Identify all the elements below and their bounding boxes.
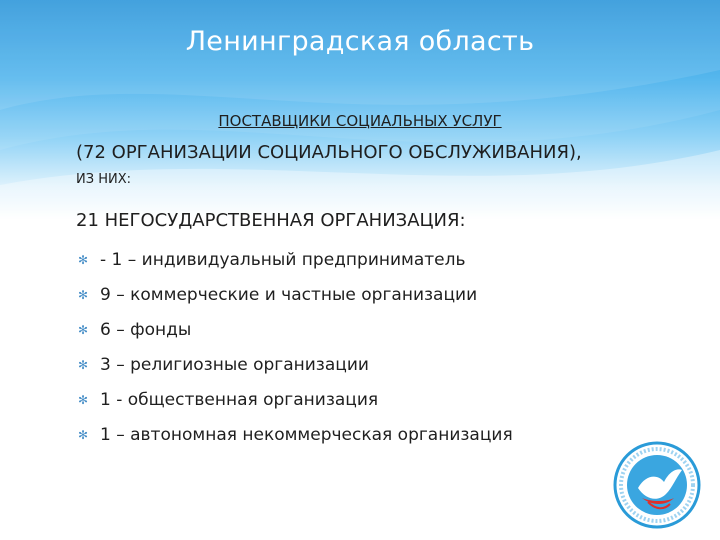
of-them-label: ИЗ НИХ:	[76, 172, 131, 187]
asterisk-bullet-icon: ✻	[78, 393, 89, 407]
asterisk-bullet-icon: ✻	[78, 323, 89, 337]
header-band	[0, 0, 720, 220]
organizations-count: (72 ОРГАНИЗАЦИИ СОЦИАЛЬНОГО ОБСЛУЖИВАНИЯ),	[76, 142, 582, 163]
list-item: ✻ 9 – коммерческие и частные организации	[78, 283, 513, 318]
page-title: Ленинградская область	[185, 26, 535, 57]
list-item: ✻ - 1 – индивидуальный предприниматель	[78, 248, 513, 283]
section-heading: 21 НЕГОСУДАРСТВЕННАЯ ОРГАНИЗАЦИЯ:	[76, 210, 466, 231]
asterisk-bullet-icon: ✻	[78, 428, 89, 442]
organization-list	[78, 248, 513, 458]
dove-emblem-icon	[612, 440, 702, 530]
asterisk-bullet-icon: ✻	[78, 288, 89, 302]
asterisk-bullet-icon: ✻	[78, 358, 89, 372]
subtitle: ПОСТАВЩИКИ СОЦИАЛЬНЫХ УСЛУГ	[218, 112, 502, 130]
list-item: ✻ 1 - общественная организация	[78, 388, 513, 423]
list-item: ✻ 3 – религиозные организации	[78, 353, 513, 388]
list-item: ✻ 1 – автономная некоммерческая организация	[78, 423, 513, 458]
list-item: ✻ 6 – фонды	[78, 318, 513, 353]
asterisk-bullet-icon: ✻	[78, 253, 89, 267]
